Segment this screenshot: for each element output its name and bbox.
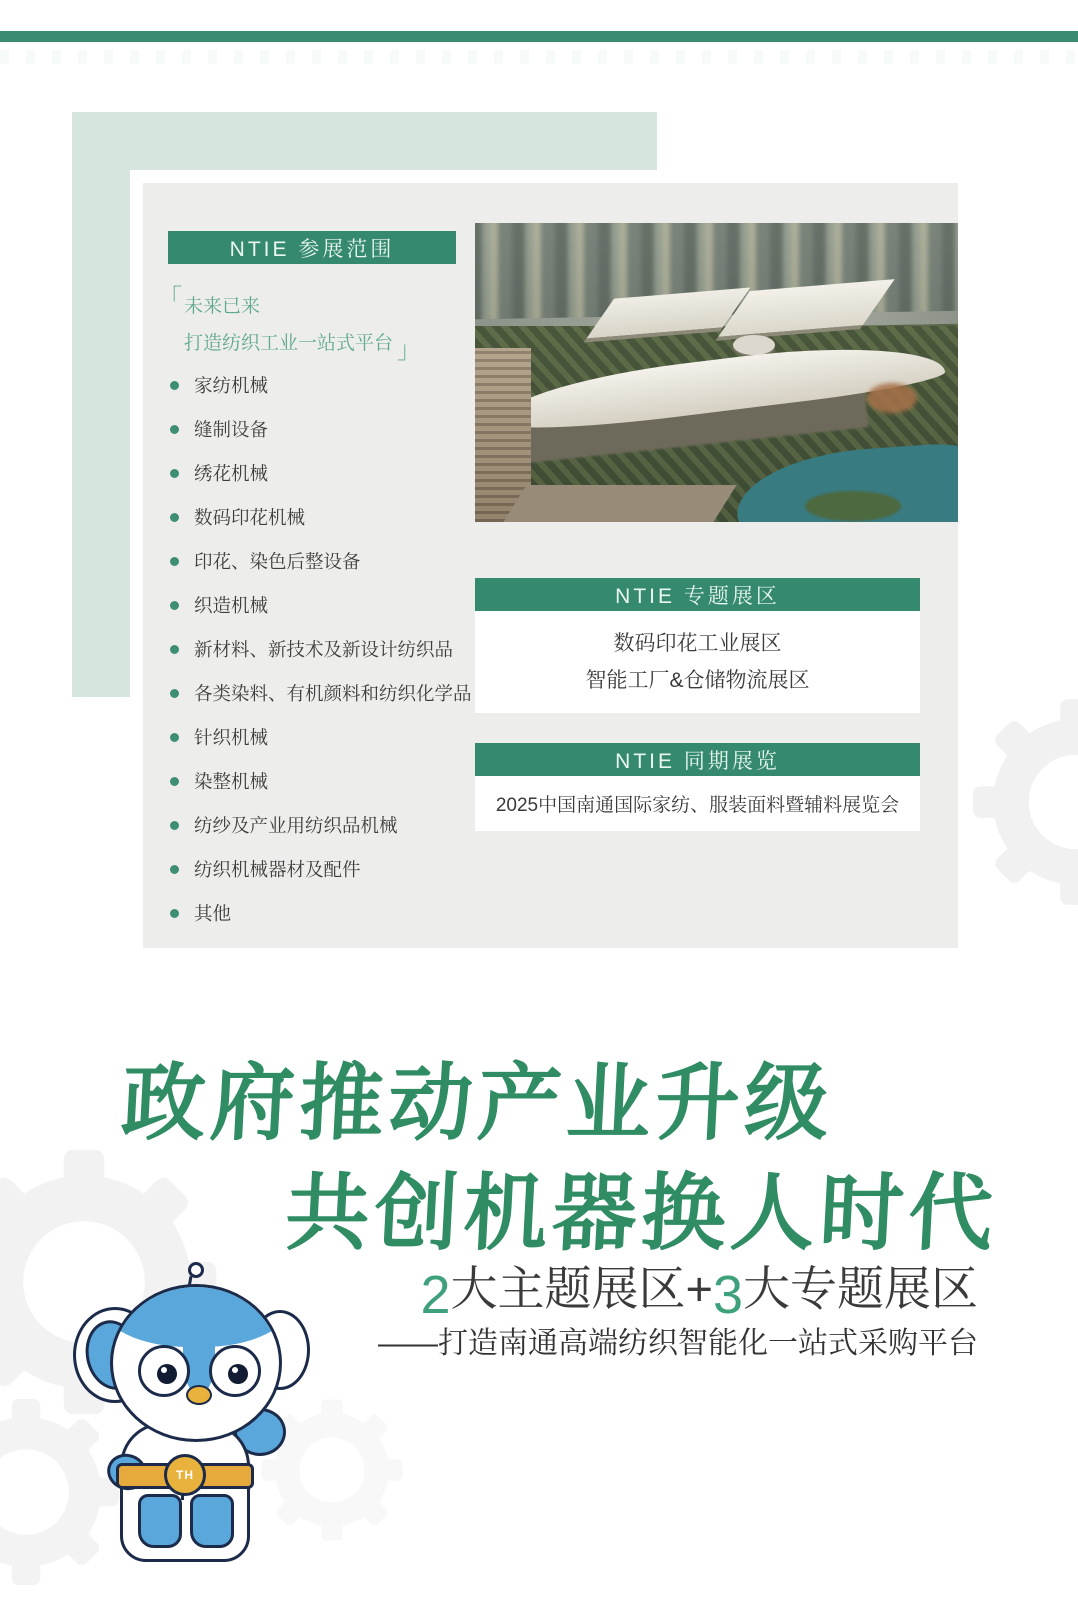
- scope-item-label: 纺织机械器材及配件: [194, 859, 361, 880]
- list-item: [170, 363, 470, 407]
- bullet-icon: [170, 777, 179, 786]
- scope-item-list: [170, 363, 470, 935]
- photo-round-pavilion: [733, 335, 775, 355]
- scope-item-label: 织造机械: [194, 595, 269, 616]
- mascot-beak: [186, 1385, 212, 1405]
- eye-glint: [161, 1367, 167, 1373]
- scope-section-header: NTIE 参展范围: [168, 231, 456, 264]
- zones-count-number1: 2: [420, 1265, 451, 1325]
- list-item: [170, 451, 470, 495]
- top-pattern-strip: [0, 50, 1078, 64]
- bullet-icon: [170, 557, 179, 566]
- photo-autumn-tree: [867, 383, 917, 413]
- mascot-left-boot: [138, 1494, 182, 1548]
- mascot-antenna-ball: [188, 1262, 204, 1278]
- scope-item-label: 纺纱及产业用纺织品机械: [194, 815, 398, 836]
- bullet-icon: [170, 645, 179, 654]
- eye-glint: [232, 1367, 238, 1373]
- scope-item-label: 绣花机械: [194, 463, 269, 484]
- scope-item-label: 针织机械: [194, 727, 269, 748]
- scope-item-label: 新材料、新技术及新设计纺织品: [194, 639, 454, 660]
- list-item: [170, 803, 470, 847]
- list-item: [170, 539, 470, 583]
- theme-zone-item: 数码印花工业展区: [613, 632, 782, 655]
- mascot-right-eye: [209, 1345, 261, 1397]
- quote-open-bracket: 「: [158, 285, 182, 312]
- zones-count-line: [420, 1252, 978, 1325]
- quote-line1: 未来已来: [184, 296, 261, 317]
- list-item: [170, 495, 470, 539]
- list-item: [170, 627, 470, 671]
- scope-item-label: 染整机械: [194, 771, 269, 792]
- mascot-robot-figure: [62, 1240, 302, 1560]
- list-item: [170, 715, 470, 759]
- slogan-line2: 共创机器换人时代: [283, 1168, 1001, 1261]
- concurrent-exhibition-item: 2025中国南通国际家纺、服装面料暨辅料展览会: [495, 795, 900, 816]
- scope-quote: [158, 281, 478, 364]
- venue-aerial-photo: [475, 223, 958, 522]
- mascot-head: [110, 1284, 282, 1442]
- mascot-left-pupil: [157, 1364, 177, 1384]
- zones-count-mid: 大主题展区+: [450, 1262, 713, 1315]
- scope-item-label: 其他: [194, 903, 232, 924]
- theme-zones-box: [475, 611, 920, 713]
- platform-tagline: ——打造南通高端纺织智能化一站式采购平台: [378, 1327, 978, 1360]
- scope-item-label: 印花、染色后整设备: [194, 551, 361, 572]
- bullet-icon: [170, 513, 179, 522]
- mascot-belt-buckle: TH: [164, 1454, 206, 1496]
- theme-section-header: NTIE 专题展区: [475, 578, 920, 611]
- list-item: [170, 759, 470, 803]
- slogan-line1: 政府推动产业升级: [119, 1058, 837, 1151]
- bullet-icon: [170, 601, 179, 610]
- scope-item-label: 各类染料、有机颜料和纺织化学品: [194, 683, 472, 704]
- bullet-icon: [170, 865, 179, 874]
- list-item: [170, 847, 470, 891]
- bullet-icon: [170, 381, 179, 390]
- concurrent-section-header: NTIE 同期展览: [475, 743, 920, 776]
- bullet-icon: [170, 821, 179, 830]
- top-green-bar: [0, 31, 1078, 42]
- mascot-right-pupil: [228, 1364, 248, 1384]
- concurrent-exhibition-box: [475, 776, 920, 831]
- mascot-right-boot: [190, 1494, 234, 1548]
- mascot-left-eye: [138, 1345, 190, 1397]
- zones-count-number2: 3: [712, 1265, 743, 1325]
- list-item: [170, 671, 470, 715]
- quote-close-bracket: 」: [397, 337, 422, 364]
- photo-ground: [503, 485, 736, 522]
- scope-item-label: 缝制设备: [194, 419, 269, 440]
- list-item: [170, 407, 470, 451]
- scope-item-label: 家纺机械: [194, 375, 269, 396]
- theme-zone-item: 智能工厂&仓储物流展区: [585, 669, 810, 692]
- bullet-icon: [170, 733, 179, 742]
- scope-item-label: 数码印花机械: [194, 507, 306, 528]
- mascot-forehead-vee: [183, 1321, 215, 1395]
- quote-line2: 打造纺织工业一站式平台: [184, 333, 394, 354]
- photo-lake-island: [805, 491, 901, 521]
- bullet-icon: [170, 909, 179, 918]
- bullet-icon: [170, 689, 179, 698]
- bullet-icon: [170, 469, 179, 478]
- zones-count-tail: 大专题展区: [743, 1262, 978, 1315]
- list-item: [170, 891, 470, 935]
- bullet-icon: [170, 425, 179, 434]
- list-item: [170, 583, 470, 627]
